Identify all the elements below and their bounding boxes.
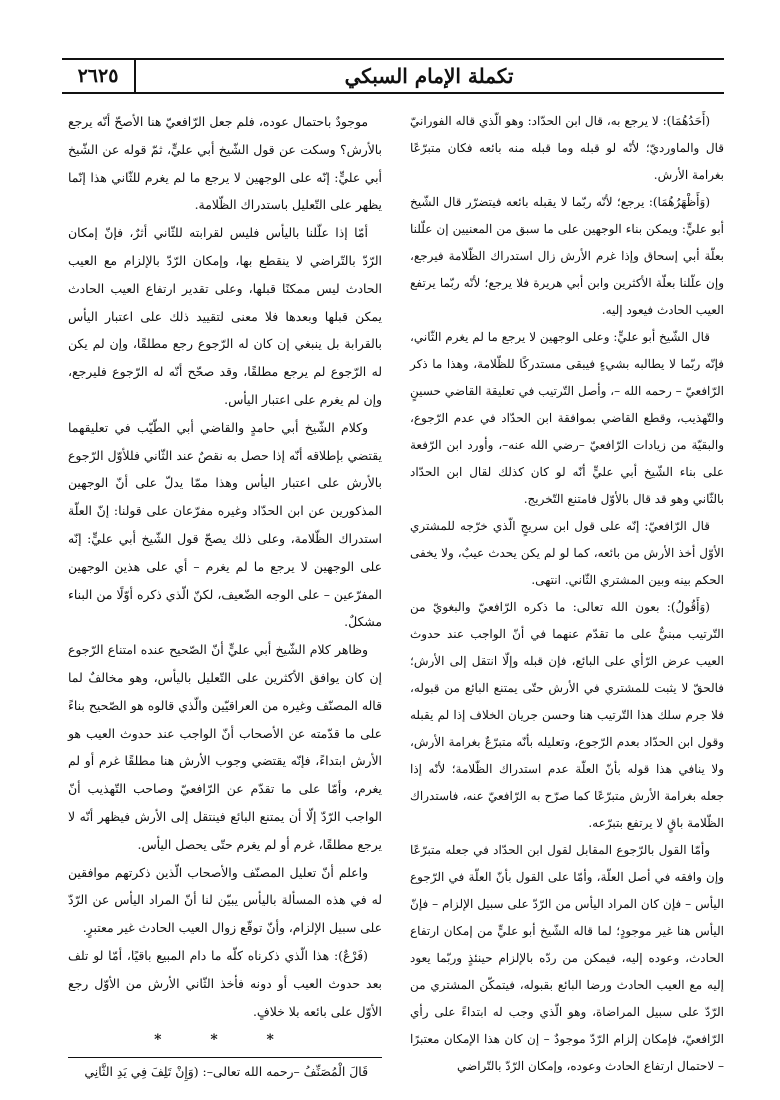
page-number: ٢٦٢٥ <box>62 58 136 94</box>
next-section-heading: قَالَ الْمُصَنِّفُ –رحمه الله تعالى–: (وَإِنْ تَلِفَ فِي يَدِ الثَّانِي <box>84 1064 368 1080</box>
paragraph: وكلام الشّيخ أبي حامدٍ والقاضي أبي الطّيّب في تعليقهما يقتضي بإطلاقه أنّه إذا حصل به نقصٌ عند الثّاني فللأوّل الرّجوع بالأرش على اعتبار اليأس وهذا ممّا يدلّ على أنّ الوجهين المذكورين عن ابن الحدّاد وغيره مفرّعان على قولنا: إنّ العلّة استدراك الظّلامة، وعلى ذلك يصحّ قول الشّيخ أبي عليٍّ: إنّه على الوجهين لا يرجع ما لم يغرم – أي على هذين الوجهين المفرّعين – على الوجه الضّعيف، لكنّ الّذي ذكره أوّلًا من البناء مشكلٌ. <box>68 419 382 630</box>
paragraph: أمّا إذا علّلنا باليأس فليس لقرابته للثّاني أثرٌ، فإنّ إمكان الرّدّ بالتّراضي لا ينقطع بها، وإمكان الرّدّ بالإلزام مع العيب الحادث ليس ممكنًا قبلها، وعلى تقدير ارتفاع العيب الحادث يمكن قبلها وبعدها فلا معنى لتقييد ذلك على اعتبار اليأس بالقرابة بل ينبغي إن كان له الرّجوع رجع مطلقًا، وإن لم يكن له الرّجوع لم يرجع مطلقًا، وقد صحّح أنّه له الرّجوع فليرجع، وإن لم يغرم على اعتبار اليأس. <box>68 225 382 407</box>
header-bottom-rule <box>62 92 724 94</box>
paragraph: (وَأَقُولُ): بعون الله تعالى: ما ذكره الرّافعيّ والبغويّ من التّرتيب مبنيٌّ على ما تقدّم عنهما في أنّ الواجب عند حدوث العيب عرض الرّأي على البائع، فإن قبله وإلّا انتقل إلى الأرش؛ فالحقّ لا يثبت للمشتري في الأرش حتّى يمتنع البائع من قبوله، فلا جرم سلك هذا التّرتيب هنا وحسن جريان الخلاف إذا لم يقبله وقول ابن الحدّاد بعدم الرّجوع، وتعليله بأنّه متبرّعٌ بغرامة الأرش، ولا ينافي هذا قوله بأنّ العلّة عدم استدراك الظّلامة؛ لأنّه إذا جعله بغرامة الأرش متبرّعًا كما صرّح به الرّافعيّ عنه، فاستدراك الظّلامة باقٍ لا يرتفع بتبرّعه. <box>410 600 724 830</box>
paragraph: موجودٌ باحتمال عوده، فلم جعل الرّافعيّ هنا الأصحّ أنّه يرجع بالأرش؟ وسكت عن قول الشّيخ أبي عليٍّ، ثمّ قوله عن الشّيخ أبي عليٍّ: إنّه على الوجهين لا يرجع ما لم يغرم للثّاني هذا إنّما يظهر على التّعليل باستدراك الظّلامة. <box>68 114 382 213</box>
right-column <box>410 108 724 1080</box>
paragraph: (فَرْعٌ): هذا الّذي ذكرناه كلّه ما دام المبيع باقيًا، أمّا لو تلف بعد حدوث العيب أو دونه فأخذ الثّاني الأرش من الأوّل رجع الأوّل على بائعه بلا خلافٍ. <box>68 947 382 1019</box>
paragraph: قال الشّيخ أبو عليٍّ: وعلى الوجهين لا يرجع ما لم يغرم الثّاني، فإنّه ربّما لا يطالبه بشيءٍ فيبقى مستدركًا للظّلامة، وهذا ما ذكر الرّافعيّ – رحمه الله –، وأصل التّرتيب في تعليقة القاضي حسينٍ والتّهذيب، وقطع القاضي بموافقة ابن الحدّاد في عدم الرّجوع، والبقيّة من زيادات الرّافعيّ –رضي الله عنه–، وأورد ابن الرّفعة على بناء الشّيخ أبي عليٍّ أنّه لو كان كذلك لقال ابن الحدّاد بالثّاني وهو قد قال بالأوّل فامتنع التّخريج. <box>409 330 724 506</box>
left-column <box>68 108 382 1086</box>
section-separator: * * * <box>154 1032 296 1049</box>
book-title: تكملة الإمام السبكي <box>344 64 514 88</box>
running-header <box>62 58 724 94</box>
paragraph: (وَأَظْهَرُهُمَا): يرجع؛ لأنّه ربّما لا يقبله بائعه فيتضرّر قال الشّيخ أبو عليٍّ: ويمكن بناء الوجهين على ما سبق من المعنيين إن علّلنا بعلّة أبي إسحاق وإذا غرم الأرش زال استدراك الظّلامة فيرجع، وإن علّلنا بعلّة الأكثرين وابن أبي هريرة فلا يرجع؛ لأنّه ربّما يرتفع العيب الحادث فيعود إليه. <box>410 195 724 317</box>
paragraph: وظاهر كلام الشّيخ أبي عليٍّ أنّ الصّحيح عنده امتناع الرّجوع إن كان يوافق الأكثرين على التّعليل باليأس، وهو مخالفٌ لما قاله المصنّف وغيره من العراقيّين والّذي قالوه هو الصّحيح بناءً على ما قدّمته عن الأصحاب أنّ الواجب عند حدوث العيب هو الأرش ابتداءً، فإنّه يقتضي وجوب الأرش هنا مطلقًا غرم أو لم يغرم، وأمّا على ما تقدّم عن الرّافعيّ وصاحب التّهذيب أنّ الواجب الرّدّ إلّا أن يمتنع البائع فينتقل إلى الأرش فيظهر أنّه لا يرجع مطلقًا، غرم أو لم يغرم حتّى يحصل اليأس. <box>68 642 382 852</box>
paragraph: قال الرّافعيّ: إنّه على قول ابن سريجٍ الّذي خرّجه للمشتري الأوّل أخذ الأرش من بائعه، كما لو لم يكن يحدث عيبٌ، ولا يخفى الحكم بينه وبين المشتري الثّاني. انتهى. <box>410 519 724 587</box>
paragraph: وأمّا القول بالرّجوع المقابل لقول ابن الحدّاد في جعله متبرّعًا وإن وافقه في أصل العلّة، وأمّا على القول بأنّ العلّة في الرّجوع اليأس – فإن كان المراد اليأس من الرّدّ على سبيل الإلزام – فإنّ اليأس هنا غير موجودٍ؛ لما قاله الشّيخ أبو عليٍّ من إمكان ارتفاع الحادث، وعوده إليه، فيمكن من ردّه بالإلزام حينئذٍ وربّما يعود إليه مع العيب الحادث ورضا البائع بقبوله، فيتمكّن المشتري من الرّدّ على سبيل المراضاة، وهو الّذي وجب له ابتداءً على رأي الرّافعيّ، فإمكان إلزام الرّدّ موجودٌ – إن كان هذا الإمكان معتبرًا – لاحتمال ارتفاع الحادث وعوده، وإمكان الرّدّ بالتّراضي <box>410 843 724 1073</box>
paragraph: واعلم أنّ تعليل المصنّف والأصحاب الّذين ذكرتهم موافقين له في هذه المسألة باليأس يبيّن لنا أنّ المراد اليأس عن الرّدّ على سبيل الإلزام، وأنّ توقّع زوال العيب الحادث غير معتبرٍ. <box>68 864 382 936</box>
paragraph: (أَحَدُهُمَا): لا يرجع به، قال ابن الحدّاد: وهو الّذي قاله الفورانيّ قال والماورديّ؛ لأنّه لو قبله وما قبله منه بائعه فكان متبرّعًا بغرامة الأرش. <box>410 114 724 182</box>
